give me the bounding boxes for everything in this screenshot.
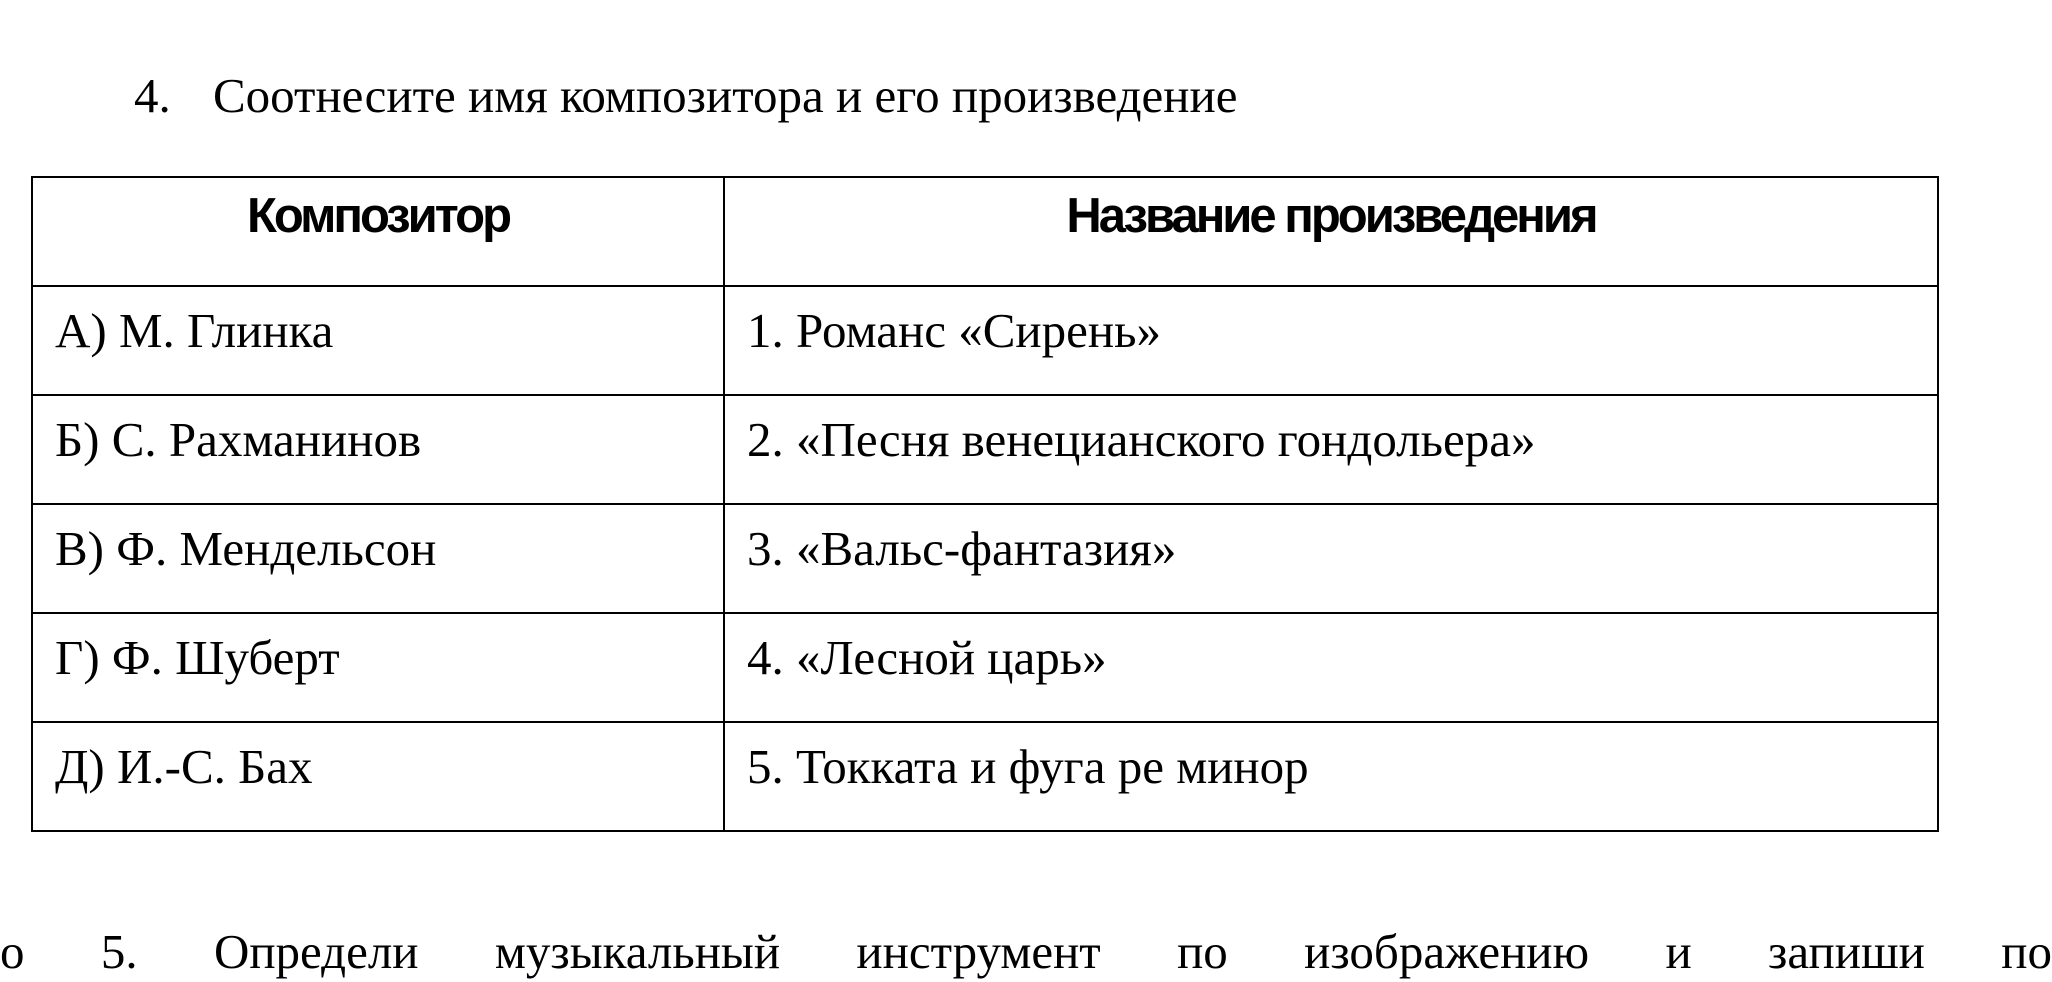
next-word: Определи: [213, 924, 419, 979]
composer-cell: А) М. Глинка: [32, 286, 724, 395]
table-row: [32, 395, 1938, 504]
work-cell: 5. Токката и фуга ре минор: [724, 722, 1938, 831]
header-work-title: Название произведения: [724, 177, 1938, 286]
header-composer: Композитор: [32, 177, 724, 286]
work-cell: 3. «Вальс-фантазия»: [724, 504, 1938, 613]
work-cell: 1. Романс «Сирень»: [724, 286, 1938, 395]
next-word: по: [1177, 924, 1228, 979]
composer-cell: Д) И.-С. Бах: [32, 722, 724, 831]
next-word: 5.: [100, 924, 138, 979]
question-text: Соотнесите имя композитора и его произведение: [213, 68, 1238, 123]
composer-cell: Б) С. Рахманинов: [32, 395, 724, 504]
question-4: [134, 66, 1237, 126]
table-row: [32, 722, 1938, 831]
next-word: инструмент: [856, 924, 1101, 979]
composer-match-table: [31, 176, 1939, 832]
table-row: [32, 286, 1938, 395]
work-cell: 4. «Лесной царь»: [724, 613, 1938, 722]
next-word: музыкальный: [494, 924, 781, 979]
next-word: по: [2001, 924, 2052, 979]
next-word: изображению: [1304, 924, 1590, 979]
next-word: и: [1665, 924, 1692, 979]
composer-cell: В) Ф. Мендельсон: [32, 504, 724, 613]
question-5-partial: [0, 922, 2052, 982]
next-word: запиши: [1768, 924, 1925, 979]
work-cell: 2. «Песня венецианского гондольера»: [724, 395, 1938, 504]
composer-cell: Г) Ф. Шуберт: [32, 613, 724, 722]
table-header-row: [32, 177, 1938, 286]
table-row: [32, 613, 1938, 722]
table-row: [32, 504, 1938, 613]
question-number: 4.: [134, 68, 171, 123]
next-word: о: [0, 924, 25, 979]
